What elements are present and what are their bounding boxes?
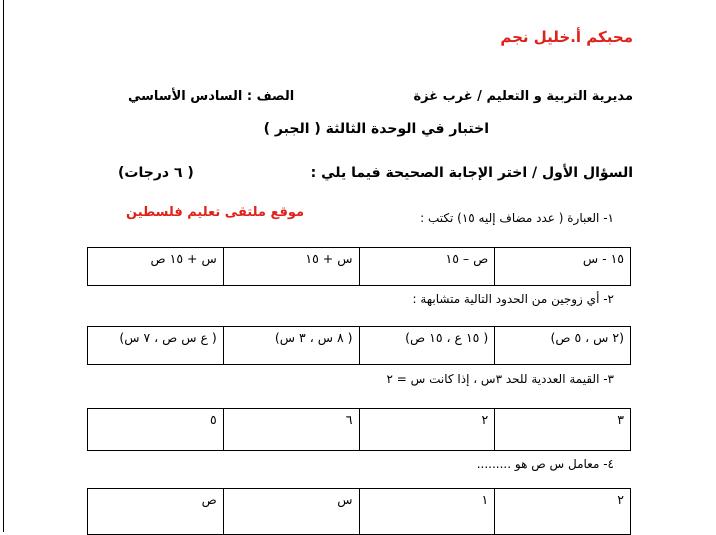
item2-options [87,326,631,365]
page-margin-line [3,0,4,532]
item2-text: ٢- أي زوجين من الحدود التالية متشابهة : [412,292,614,306]
item2-option-a[interactable]: (٢ س ، ٥ ص) [495,327,631,365]
item2-option-c[interactable]: ( ٨ س ، ٣ س) [223,327,359,365]
item2-option-d[interactable]: ( ع س ص ، ٧ س) [88,327,224,365]
author-credit: محبكم أ.خليل نجم [500,28,633,46]
item1-text: ١- العبارة ( عدد مضاف إليه ١٥) تكتب : [420,211,614,225]
item1-option-c[interactable]: س + ١٥ [223,248,359,286]
exam-title: اختبار في الوحدة الثالثة ( الجبر ) [263,121,489,137]
item4-text: ٤- معامل س ص هو ......... [476,457,614,471]
question1-title: السؤال الأول / اختر الإجابة الصحيحة فيما يلي : [310,165,633,181]
item3-option-c[interactable]: ٦ [223,409,359,451]
item1-options [87,247,631,286]
item3-options [87,408,631,451]
item4-options [87,488,631,535]
item4-option-b[interactable]: ١ [359,489,495,535]
item3-text: ٣- القيمة العددية للحد ٣س ، إذا كانت س = ٢ [386,372,614,386]
item3-option-d[interactable]: ٥ [88,409,224,451]
question1-marks: ( ٦ درجات) [118,165,194,181]
item4-option-c[interactable]: س [223,489,359,535]
item1-option-b[interactable]: ص – ١٥ [359,248,495,286]
item4-option-d[interactable]: ص [88,489,224,535]
item3-option-a[interactable]: ٣ [495,409,631,451]
item2-option-b[interactable]: ( ١٥ ع ، ١٥ ص) [359,327,495,365]
grade-label: الصف : السادس الأساسي [128,89,295,104]
item4-option-a[interactable]: ٢ [495,489,631,535]
item1-option-a[interactable]: ١٥ - س [495,248,631,286]
item1-option-d[interactable]: س + ١٥ ص [88,248,224,286]
item3-option-b[interactable]: ٢ [359,409,495,451]
watermark-text: موقع ملتقى تعليم فلسطين [126,205,305,220]
directorate-label: مديرية التربية و التعليم / غرب غزة [413,89,633,104]
